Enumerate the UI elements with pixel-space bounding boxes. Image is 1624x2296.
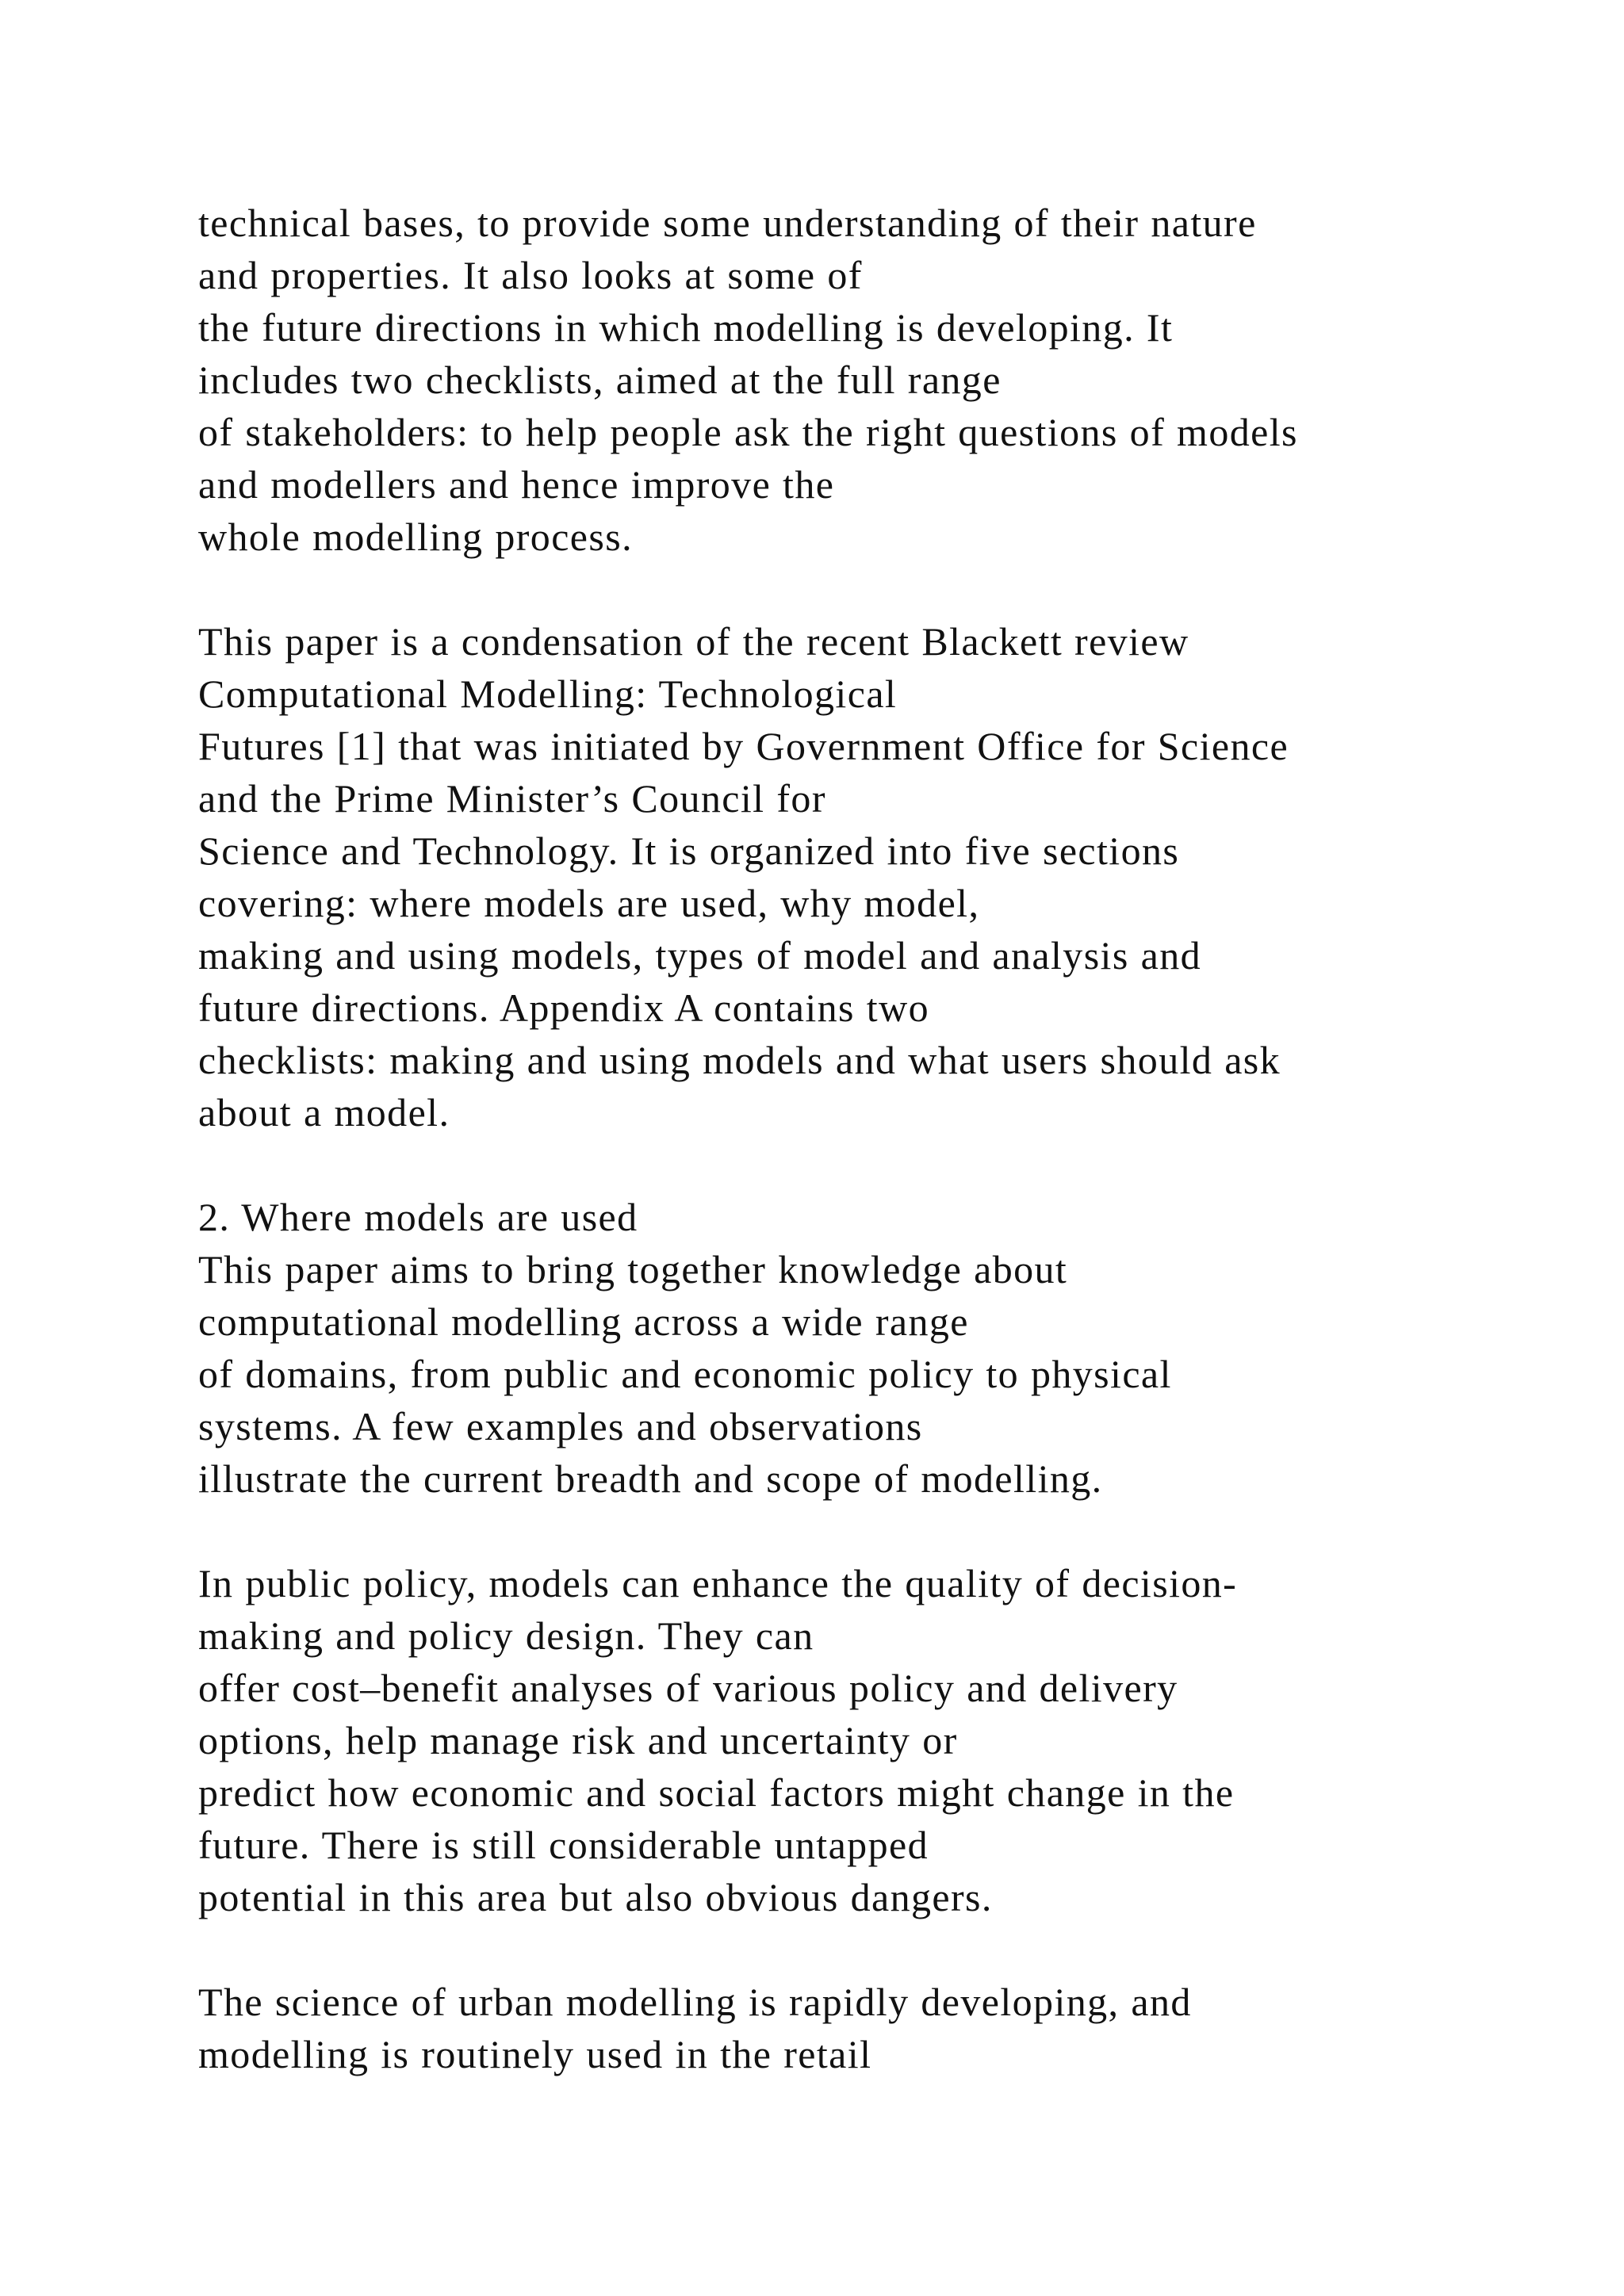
text-line: modelling is routinely used in the retail [198,2032,872,2076]
text-line: technical bases, to provide some understanding of their nature [198,201,1257,245]
document-body [198,197,1610,2080]
text-line: illustrate the current breadth and scope of modelling. [198,1456,1103,1501]
text-line: and properties. It also looks at some of [198,253,863,297]
text-line: This paper is a condensation of the recent Blackett review [198,619,1189,664]
text-line: of domains, from public and economic policy to physical [198,1352,1172,1396]
text-line: In public policy, models can enhance the quality of decision- [198,1561,1238,1605]
text-line: potential in this area but also obvious dangers. [198,1875,993,1919]
text-line: the future directions in which modelling is developing. It [198,305,1174,350]
text-line: covering: where models are used, why model, [198,881,980,925]
paragraph-where-models-used [198,1191,1610,1505]
text-line: and modellers and hence improve the [198,462,835,507]
paragraph-break [198,1138,1610,1191]
paragraph-intro-continuation [198,197,1610,563]
text-line: making and using models, types of model and analysis and [198,933,1201,978]
paragraph-break [198,1505,1610,1557]
text-line: Futures [1] that was initiated by Government Office for Science [198,724,1289,768]
text-line: about a model. [198,1090,450,1135]
text-line: whole modelling process. [198,515,634,559]
text-line: and the Prime Minister’s Council for [198,776,826,821]
text-line: Computational Modelling: Technological [198,672,898,716]
paragraph-urban-modelling [198,1976,1610,2080]
paragraph-break [198,1923,1610,1976]
text-line: The science of urban modelling is rapidly developing, and [198,1980,1192,2024]
text-line: options, help manage risk and uncertainty or [198,1718,958,1762]
paragraph-public-policy [198,1557,1610,1923]
text-line: future directions. Appendix A contains two [198,985,930,1030]
text-line: Science and Technology. It is organized into five sections [198,828,1180,873]
text-line: of stakeholders: to help people ask the right questions of models [198,410,1298,454]
section-heading: 2. Where models are used [198,1195,638,1239]
paragraph-break [198,563,1610,615]
text-line: making and policy design. They can [198,1613,814,1658]
text-line: computational modelling across a wide range [198,1299,969,1344]
text-line: predict how economic and social factors might change in the [198,1770,1235,1815]
text-line: checklists: making and using models and what users should ask [198,1038,1281,1082]
paragraph-blackett-review [198,615,1610,1138]
text-line: future. There is still considerable untapped [198,1823,929,1867]
text-line: includes two checklists, aimed at the full range [198,358,1002,402]
text-line: This paper aims to bring together knowledge about [198,1247,1068,1292]
text-line: offer cost–benefit analyses of various policy and delivery [198,1666,1178,1710]
text-line: systems. A few examples and observations [198,1404,923,1448]
